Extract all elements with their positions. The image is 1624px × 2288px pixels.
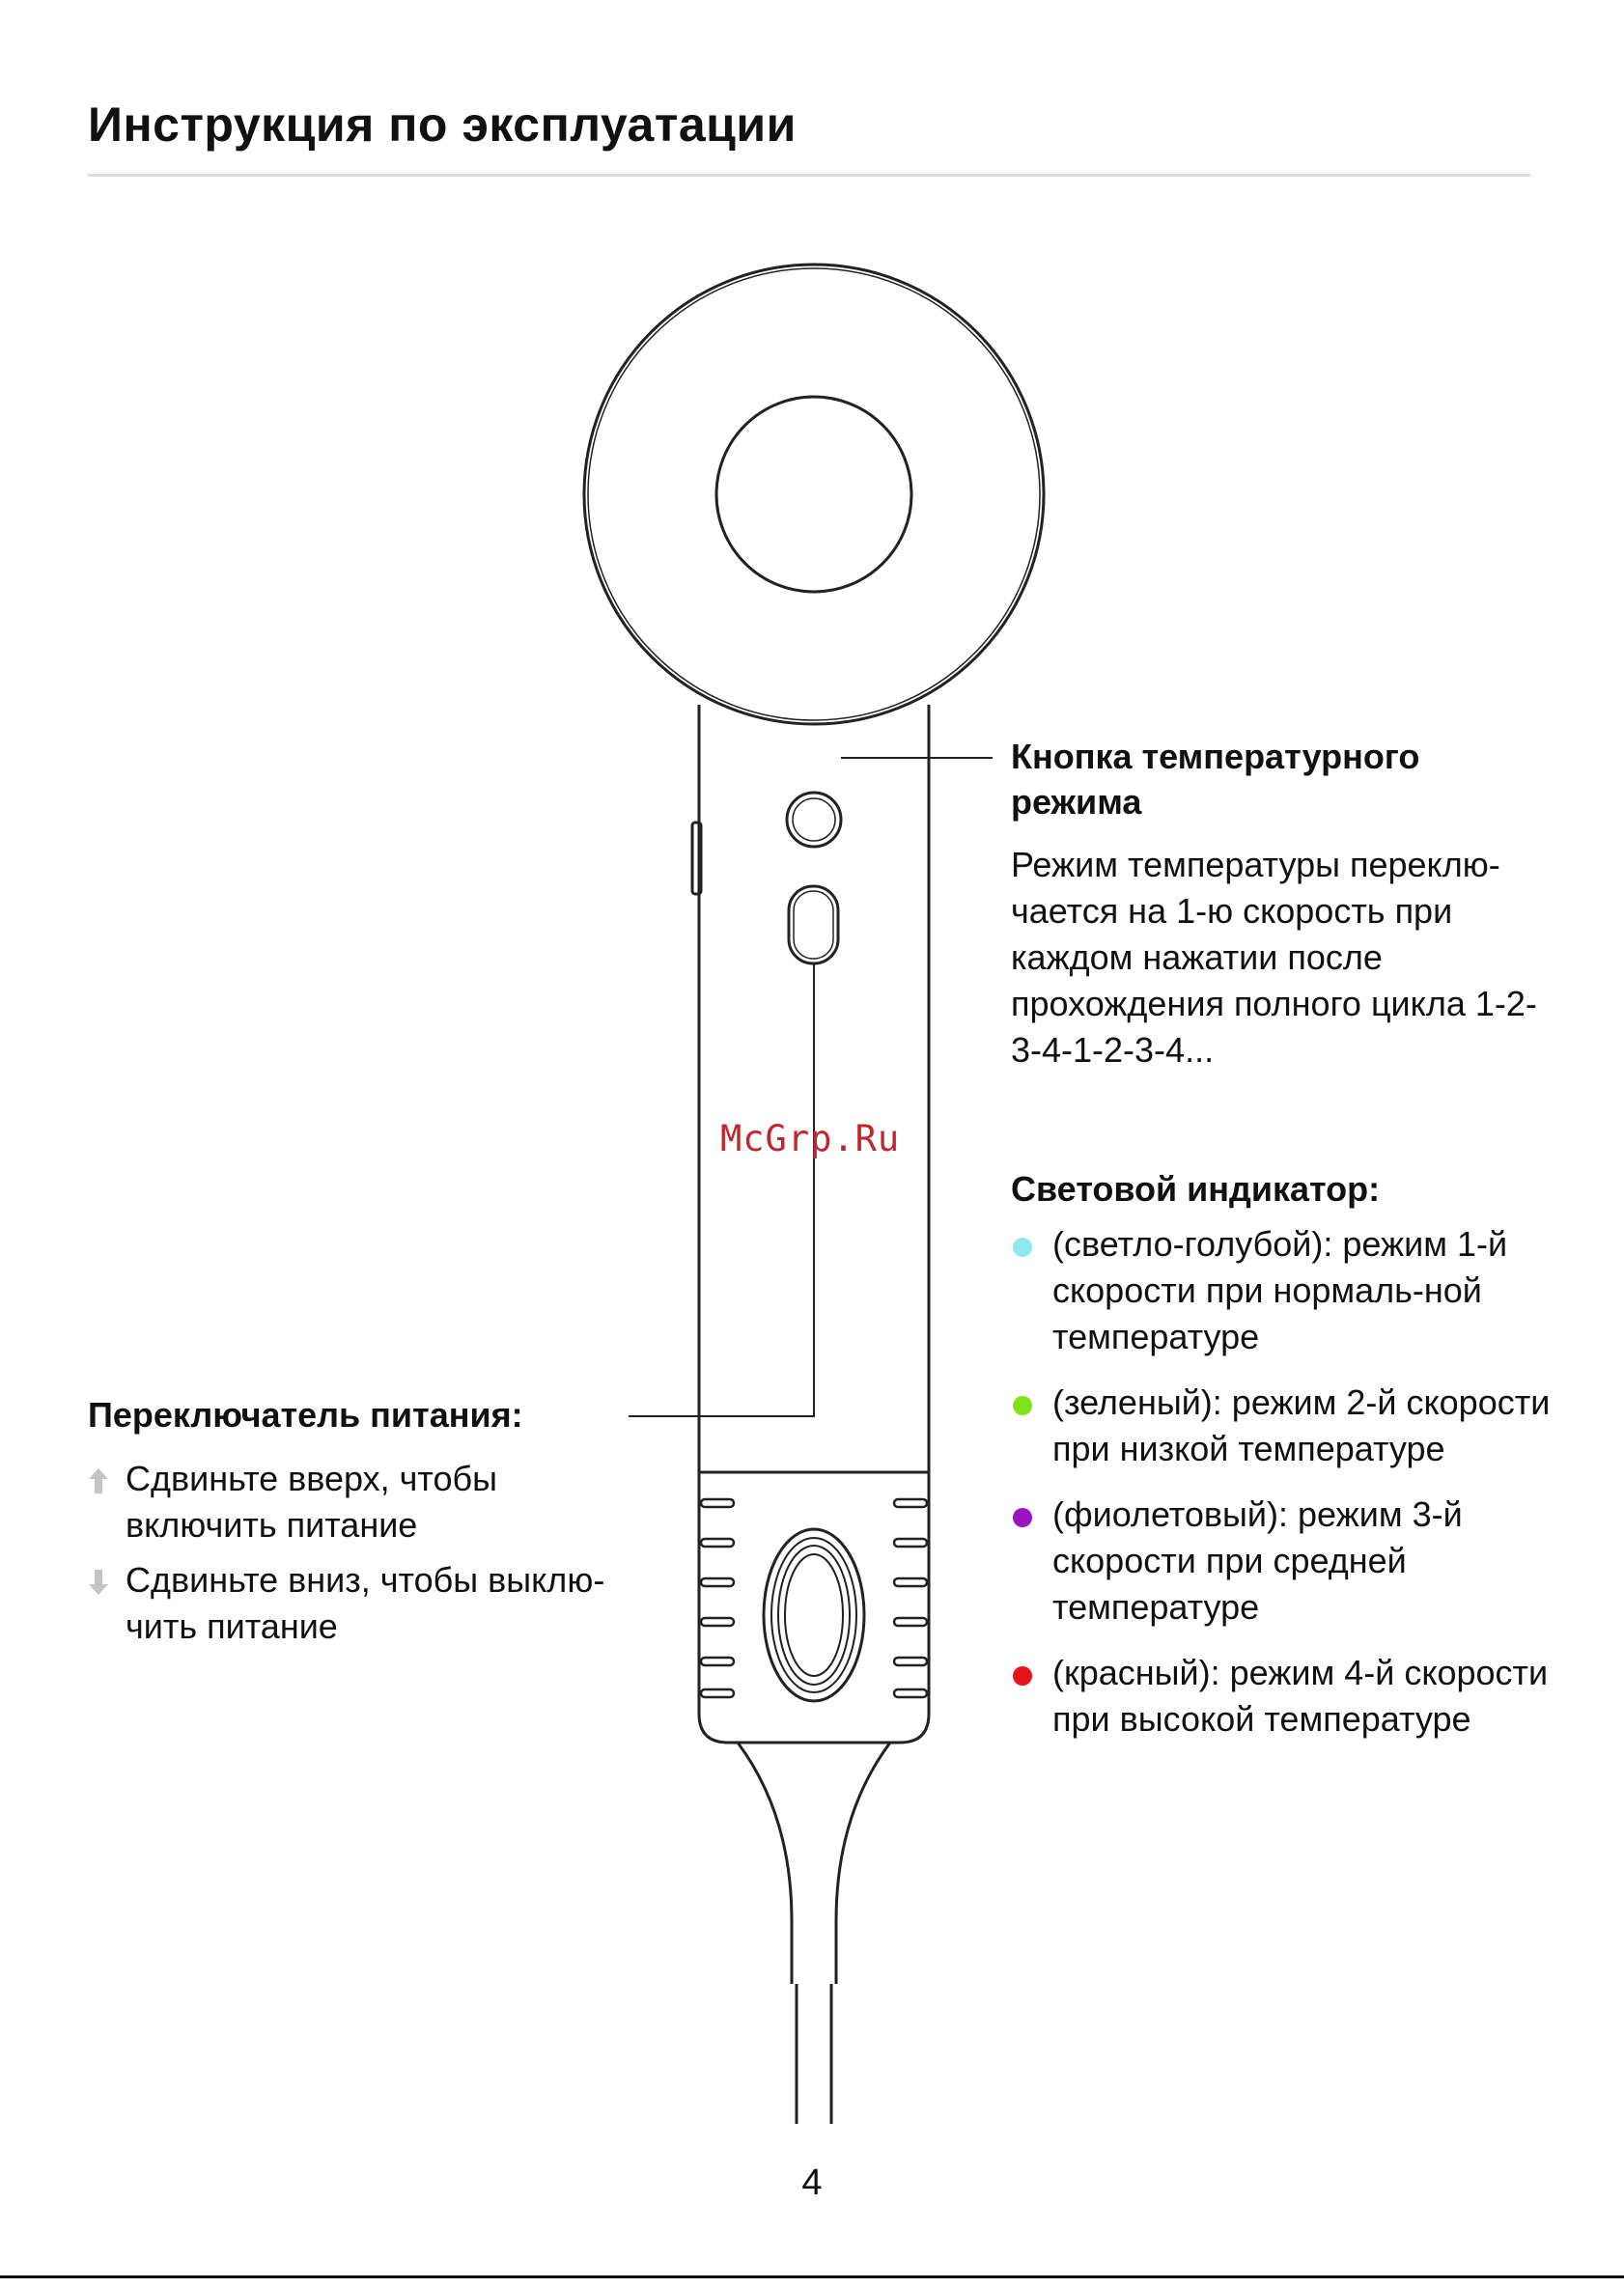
indicator-heading: Световой индикатор: [1011,1169,1381,1209]
page-number: 4 [801,2162,823,2203]
indicator-item-text: (светло-голубой): режим 1-й скорости при нормаль-ной температуре [1052,1224,1508,1356]
light-blue-dot-icon [1013,1238,1032,1257]
power-switch-list [88,1456,648,1659]
indicator-item-purple [1011,1492,1552,1631]
indicator-item-light-blue [1011,1221,1552,1360]
cable-relief [738,1743,890,1984]
power-switch-item-down [88,1557,648,1650]
power-switch-slider [789,886,838,963]
watermark: McGrp.Ru [720,1118,901,1159]
temperature-button-heading: Кнопка температурного режима [1011,737,1420,822]
indicator-item-text: (фиолетовый): режим 3-й скорости при средней температуре [1052,1494,1463,1627]
side-switch [692,823,701,894]
power-cord [797,1984,831,2124]
power-callout-line [629,963,814,1416]
bottom-divider [0,2275,1624,2278]
power-switch-item-text: Сдвиньте вниз, чтобы выклю-чить питание [126,1560,605,1646]
temperature-button [787,793,841,847]
indicator-list [1011,1221,1552,1762]
red-dot-icon [1013,1666,1032,1686]
page-title: Инструкция по эксплуатации [88,98,797,152]
air-outlet [716,397,911,592]
arrow-down-icon [88,1569,109,1596]
green-dot-icon [1013,1396,1032,1415]
dryer-head-inner-ring [588,268,1040,720]
indicator-item-green [1011,1380,1552,1472]
indicator-item-text: (красный): режим 4-й скорости при высокой температуре [1052,1653,1549,1739]
dryer-head-outer [584,265,1044,724]
temperature-button-description: Режим температуры переклю-чается на 1-ю скорость при каждом нажатии после прохождения полного цикла 1-2-3-4-1-2-3-4... [1011,845,1537,1070]
purple-dot-icon [1013,1508,1032,1527]
indicator-item-text: (зеленый): режим 2-й скорости при низкой температуре [1052,1382,1551,1468]
power-switch-item-up [88,1456,648,1549]
power-switch-heading: Переключатель питания: [88,1395,523,1435]
arrow-up-icon [88,1467,109,1494]
power-switch-item-text: Сдвиньте вверх, чтобы включить питание [126,1459,498,1545]
indicator-item-red [1011,1650,1552,1743]
